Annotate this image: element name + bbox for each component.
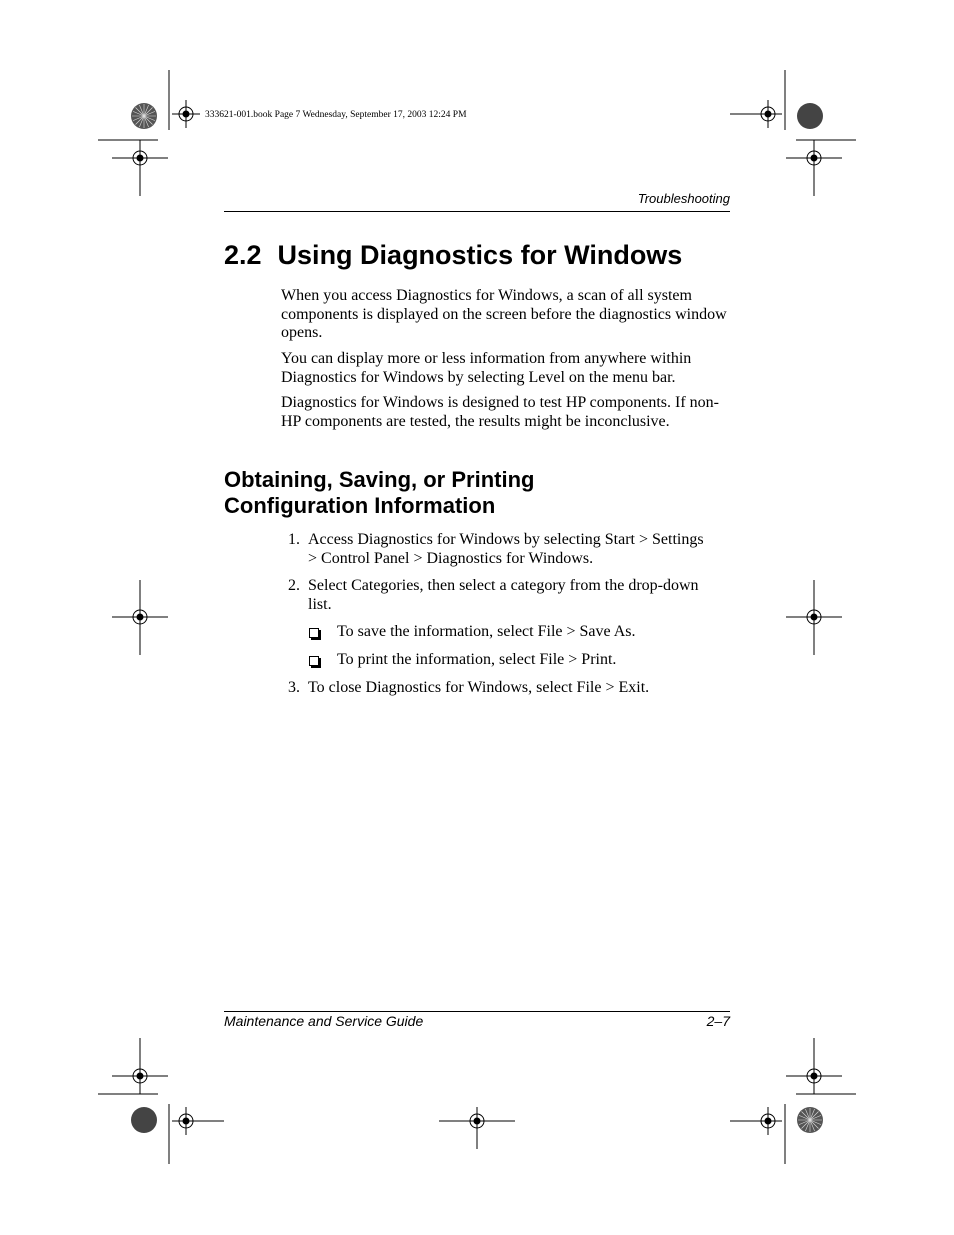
list-item bbox=[288, 679, 708, 698]
step-text: Select Categories, then select a category from the drop-down list. bbox=[308, 577, 699, 613]
starburst-mark-icon bbox=[797, 103, 823, 129]
starburst-mark-icon bbox=[131, 1107, 157, 1133]
print-slug: 333621-001.book Page 7 Wednesday, September 17, 2003 12:24 PM bbox=[205, 110, 467, 120]
registration-target-icon bbox=[172, 1107, 224, 1135]
subsection-heading bbox=[224, 467, 534, 519]
registration-target-icon bbox=[112, 1062, 168, 1090]
running-head: Troubleshooting bbox=[637, 191, 730, 206]
registration-target-icon bbox=[112, 603, 168, 631]
registration-target-icon bbox=[112, 144, 168, 172]
footer-rule bbox=[224, 1011, 730, 1012]
subsection-heading-line: Configuration Information bbox=[224, 493, 496, 518]
paragraph: Diagnostics for Windows is designed to test HP components. If non-HP components are tested, the results might be inconclusive. bbox=[281, 394, 719, 430]
registration-target-icon bbox=[786, 603, 842, 631]
step-text: Access Diagnostics for Windows by selecting Start > Settings > Control Panel > Diagnostics for Windows. bbox=[308, 531, 704, 567]
registration-target-icon bbox=[730, 1107, 782, 1135]
step-text: To close Diagnostics for Windows, select File > Exit. bbox=[308, 679, 650, 696]
list-item bbox=[288, 577, 708, 614]
registration-target-icon bbox=[786, 1062, 842, 1090]
section-number: 2.2 bbox=[224, 240, 262, 270]
starburst-mark-icon bbox=[797, 1107, 823, 1133]
list-item bbox=[309, 623, 709, 642]
registration-target-icon bbox=[786, 144, 842, 172]
list-item bbox=[309, 651, 709, 670]
bullet-text: To save the information, select File > Save As. bbox=[337, 623, 636, 640]
section-title: Using Diagnostics for Windows bbox=[277, 240, 683, 270]
step-number: 3. bbox=[288, 679, 300, 696]
registration-target-icon bbox=[439, 1107, 515, 1149]
footer-title: Maintenance and Service Guide bbox=[224, 1013, 424, 1029]
registration-target-icon bbox=[730, 100, 782, 128]
list-item bbox=[288, 531, 708, 568]
subsection-heading-line: Obtaining, Saving, or Printing bbox=[224, 467, 535, 492]
checkbox-bullet-icon bbox=[309, 656, 319, 666]
paragraph: You can display more or less information from anywhere within Diagnostics for Windows by selecting Level on the menu bar. bbox=[281, 350, 692, 386]
header-rule bbox=[224, 211, 730, 212]
bullet-text: To print the information, select File > Print. bbox=[337, 651, 617, 668]
registration-target-icon bbox=[172, 100, 200, 128]
paragraph: When you access Diagnostics for Windows, a scan of all system components is displayed on the screen before the diagnostics window opens. bbox=[281, 287, 727, 342]
step-number: 2. bbox=[288, 577, 300, 594]
step-number: 1. bbox=[288, 531, 300, 548]
page-number: 2–7 bbox=[706, 1013, 730, 1029]
starburst-mark-icon bbox=[131, 103, 157, 129]
checkbox-bullet-icon bbox=[309, 628, 319, 638]
page-title bbox=[224, 240, 682, 271]
